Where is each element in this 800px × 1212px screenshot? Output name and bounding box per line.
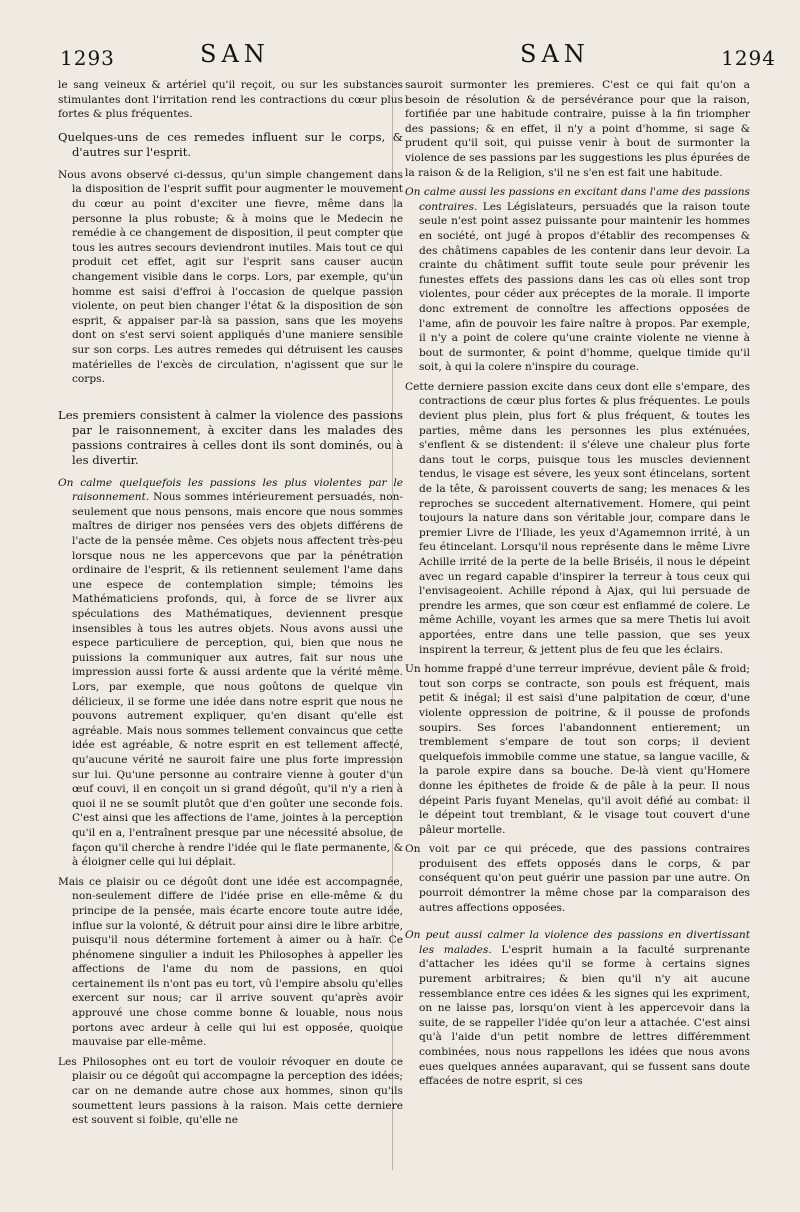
paragraph: Cette derniere passion excite dans ceux dont elle s'empare, des contractions de cœur plus fortes & plus fréquentes. Le pouls devient plus plein, plus fort & plus fréquent, & toutes les parties, même dans les personnes les plus exténuées, s'enflent & se distendent: il s'éleve une chaleur plus forte dans tout le corps, puisque tous les muscles deviennent tendus, le visage est sévere, les yeux sont étincelans, sortent de la tête, & paroissent couverts de sang; les menaces & les reproches se succedent alternativement. Homere, qui peint toujours la nature dans son véritable jour, compare dans le premier Livre de l'Iliade, les yeux d'Agamemnon irrité, à un feu étincelant. Lorsqu'il nous représente dans le même Livre Achille irrité de la perte de la belle Briséis, il nous le dépeint avec un regard capable d'inspirer la terreur à tous ceux qui l'envisageoient. Achille répond à Ajax, qui lui persuade de prendre les armes, que son cœur est enflammé de colere. Le même Achille, voyant les armes que sa mere Thetis lui avoit apportées, entre dans une telle passion, que ses yeux inspirent la terreur, & jettent plus de feu que les éclairs. (405, 380, 750, 656)
paragraph-body: Les Législateurs, persuadés que la raison toute seule n'est point assez puissante pour maintenir les hommes en société, ont jugé à propos d'établir des recompenses & des châtimens capables de les contenir dans leur devoir. La crainte du châtiment suffit toute seule pour prévenir les funestes effets des passions dans les cas où elles sont trop violentes, pour céder aux préceptes de la morale. Il importe donc extrement de connoître les affections opposées de l'ame, afin de pouvoir les faire naître à propos. Par exemple, il n'y a point de colere qu'une crainte violente ne vienne à bout de surmonter, & point d'homme, quelque timide qu'il soit, à qui la colere n'inspire du courage. (419, 200, 750, 374)
left-column (58, 78, 403, 1133)
right-column (405, 78, 750, 1094)
page-header (50, 40, 786, 80)
paragraph (405, 928, 750, 1089)
paragraph: Mais ce plaisir ou ce dégoût dont une idée est accompagnée, non-seulement differe de l'idée prise en elle-même & du principe de la pensée, mais écarte encore toute autre idée, influe sur la volonté, & détruit pour ainsi dire le libre arbitre, puisqu'il nous détermine fortement à aimer ou à haïr. Ce phénomene singulier a induit les Philosophes à appeller les affections de l'ame du nom de passions, en quoi certainement ils n'ont pas eu tort, vû l'empire absolu qu'elles exercent sur nous; car il arrive souvent qu'après avoir approuvé une chose comme bonne & louable, nous nous portons avec ardeur à celle qui lui est opposée, quoique mauvaise par elle-même. (58, 875, 403, 1049)
paragraph: Les Philosophes ont eu tort de vouloir révoquer en doute ce plaisir ou ce dégoût qui accompagne la perception des idées; car on ne demande autre chose aux hommes, sinon qu'ils soumettent leurs passions à la raison. Mais cette derniere est souvent si foible, qu'elle ne (58, 1055, 403, 1127)
paragraph: sauroit surmonter les premieres. C'est ce qui fait qu'on a besoin de résolution & de persévérance pour que la raison, fortifiée par une habitude contraire, puisse à la fin triompher des passions; & en effet, il n'y a point d'homme, si sage & prudent qu'il soit, qui puisse venir à bout de surmonter la violence de ses passions par les suggestions les plus épurées de la raison & de la Religion, s'il ne s'en est fait une habitude. (405, 79, 750, 179)
paragraph: Un homme frappé d'une terreur imprévue, devient pâle & froid; tout son corps se contracte, son pouls est fréquent, mais petit & inégal; il est saisi d'une palpitation de cœur, d'une violente oppression de poitrine, & il pousse de profonds soupirs. Ses forces l'abandonnent entierement; un tremblement s'empare de tout son corps; il devient quelquefois immobile comme une statue, sa langue vacille, & la parole expire dans sa bouche. De-là vient qu'Homere donne les épithetes de froide & de pâle à la peur. Il nous dépeint Paris fuyant Menelas, qu'il avoit défié au combat: il le dépeint tout tremblant, & le visage tout couvert d'une pâleur mortelle. (405, 663, 750, 836)
section-heading: Quelques-uns de ces remedes influent sur le corps, & d'autres sur l'esprit. (58, 129, 403, 159)
paragraph: le sang veineux & artériel qu'il reçoit, ou sur les substances stimulantes dont l'irritation rend les contractions du cœur plus fortes & plus fréquentes. (58, 79, 403, 121)
section-heading: Les premiers consistent à calmer la violence des passions par le raisonnement, à exciter dans les malades des passions contraires à celles dont ils sont dominés, ou à les divertir. (58, 407, 403, 467)
paragraph (58, 476, 403, 870)
running-head-left: SAN (200, 40, 270, 68)
paragraph-lead: On calme aussi les passions en excitant dans l'ame des passions contraires. (405, 186, 750, 213)
paragraph: On voit par ce qui précede, que des passions contraires produisent des effets opposés dans le corps, & par conséquent qu'on peut guérir une passion par une autre. On pourroit démontrer la même chose par la comparaison des autres affections opposées. (405, 843, 750, 914)
paragraph-lead: On peut aussi calmer la violence des passions en divertissant les malades. (405, 929, 750, 956)
paragraph (405, 185, 750, 375)
paragraph-body: Nous sommes intérieurement persuadés, non-seulement que nous pensons, mais encore que nous sommes maîtres de diriger nos pensées vers des objets différens de l'acte de la pensée même. Ces objets nous affectent très-peu lorsque nous ne les appercevons que par la pénétration ordinaire de l'esprit, & ils retiennent seulement l'ame dans une espece de contemplation simple; témoins les Mathématiciens profonds, qui, à force de se livrer aux spéculations des Mathématiques, deviennent presque insensibles à tous les autres objets. Nous avons aussi une espece particuliere de perception, qui, bien que nous ne puissions la communiquer aux autres, fait sur nous une impression aussi forte & aussi ardente que la vérité même. Lors, par exemple, que nous goûtons de quelque vin délicieux, il se forme une idée dans notre esprit que nous ne pouvons autrement expliquer, qu'en disant qu'elle est agréable. Mais nous sommes tellement convaincus que cette idée est agréable, & notre esprit en est tellement affecté, qu'aucune vérité ne sauroit faire une plus forte impression sur lui. Qu'une personne au contraire vienne à gouter d'un œuf couvi, il en conçoit un si grand dégoût, qu'il n'y a rien à quoi il ne se soumît plutôt que d'en goûter une seconde fois. C'est ainsi que les affections de l'ame, jointes à la perception qu'il en a, l'entraînent presque par une nécessité absolue, de façon qu'il cherche à rendre l'idée qui le flate permanente, & à éloigner celle qui lui déplait. (72, 491, 403, 869)
page-number-left: 1293 (60, 46, 115, 70)
running-head-right: SAN (520, 40, 590, 68)
paragraph-body: L'esprit humain a la faculté surprenante d'attacher les idées qu'il se forme à certains signes purement arbitraires; & bien qu'il n'y ait aucune ressemblance entre ces idées & les signes qui les expriment, on ne laisse pas, lorsqu'on vient à les appercevoir dans la suite, de se rappeller l'idée qu'on leur a attachée. C'est ainsi qu'à l'aide d'un petit nombre de lettres différemment combinées, nous nous rappellons les idées que nous avons eues quelques années auparavant, qui se fussent sans doute effacées de notre esprit, si ces (419, 943, 750, 1088)
page-number-right: 1294 (721, 46, 776, 70)
paragraph: Nous avons observé ci-dessus, qu'un simple changement dans la disposition de l'esprit suffit pour augmenter le mouvement du cœur au point d'exciter une fievre, même dans la personne la plus robuste; & à moins que le Medecin ne remédie à ce changement de disposition, il peut compter que tous les autres secours deviendront inutiles. Mais tout ce qui produit cet effet, agit sur l'esprit sans causer aucun changement visible dans le corps. Lors, par exemple, qu'un homme est saisi d'effroi à l'occasion de quelque passion violente, on peut bien changer l'état & la disposition de son esprit, & appaiser par-là sa passion, sans que les moyens dont on s'est servi soient appliqués d'une maniere sensible sur son corps. Les autres remedes qui détruisent les causes matérielles de l'excès de circulation, n'agissent que sur le corps. (58, 168, 403, 386)
paragraph-lead: On calme quelquefois les passions les plus violentes par le raisonnement. (58, 476, 403, 504)
